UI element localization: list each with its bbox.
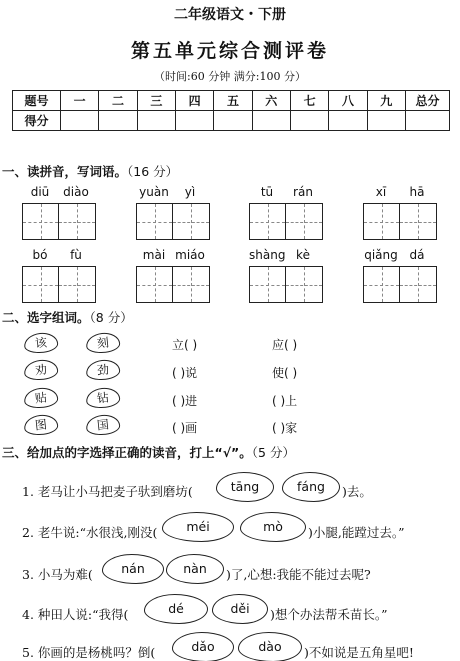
leaf-char: 钻 xyxy=(85,386,121,409)
question-text: 2. 老牛说:“水很浅,刚没( xyxy=(22,525,158,540)
pinyin-box-5 xyxy=(22,248,96,264)
pinyin-label: xī xyxy=(375,185,387,199)
score-cell[interactable] xyxy=(214,111,252,131)
reading-option[interactable]: dé xyxy=(144,594,208,624)
word-blank[interactable]: ( )家 xyxy=(272,421,298,435)
pinyin-label: qiǎng xyxy=(364,248,398,262)
reading-option[interactable]: dǎo xyxy=(172,632,234,661)
page-title: 第五单元综合测评卷 xyxy=(130,40,329,62)
leaf-char: 图 xyxy=(23,413,59,436)
writing-grid[interactable] xyxy=(136,266,210,303)
pinyin-label: shàng xyxy=(249,248,286,262)
pinyin-label: yuàn xyxy=(139,185,169,199)
pinyin-label: dá xyxy=(409,248,425,262)
leaf-char: 劲 xyxy=(85,358,121,381)
section-1-heading xyxy=(2,162,178,180)
question-text: )小腿,能蹚过去。” xyxy=(308,525,405,540)
reading-option[interactable]: tāng xyxy=(216,472,274,502)
section-2-title: 二、选字组词。 xyxy=(2,310,90,325)
leaf-char: 贴 xyxy=(23,386,59,409)
reading-option[interactable]: nàn xyxy=(166,554,224,584)
header-cell: 九 xyxy=(367,91,405,111)
header-cell: 四 xyxy=(175,91,213,111)
pinyin-label: bó xyxy=(32,248,48,262)
leaf-char: 国 xyxy=(85,413,121,436)
section-2-heading xyxy=(2,308,133,326)
score-cell[interactable] xyxy=(99,111,137,131)
writing-grid[interactable] xyxy=(136,203,210,240)
header-cell: 八 xyxy=(329,91,367,111)
writing-grid[interactable] xyxy=(22,266,96,303)
pinyin-label: kè xyxy=(296,248,310,262)
leaf-char: 刻 xyxy=(85,331,121,354)
writing-grid[interactable] xyxy=(363,266,437,303)
writing-grid[interactable] xyxy=(22,203,96,240)
score-cell[interactable] xyxy=(367,111,405,131)
header-cell: 一 xyxy=(61,91,99,111)
question-text: 5. 你画的是杨桃吗？倒( xyxy=(22,645,156,660)
pinyin-box-8 xyxy=(363,248,437,264)
writing-grid[interactable] xyxy=(249,266,323,303)
pinyin-label: diào xyxy=(63,185,89,199)
header-cell: 总分 xyxy=(406,91,450,111)
score-table xyxy=(12,90,450,131)
word-blank[interactable]: ( )上 xyxy=(272,394,298,408)
score-cell[interactable] xyxy=(137,111,175,131)
exam-info: （时间:60 分钟 满分:100 分） xyxy=(154,70,306,83)
score-table-header-row xyxy=(13,91,450,111)
word-blank[interactable]: 立( ) xyxy=(172,338,198,352)
header-cell: 三 xyxy=(137,91,175,111)
score-cell[interactable] xyxy=(290,111,328,131)
pinyin-label: yì xyxy=(184,185,196,199)
writing-grid[interactable] xyxy=(249,203,323,240)
leaf-char: 该 xyxy=(23,331,59,354)
pinyin-label: tū xyxy=(260,185,274,199)
section-1-title: 一、读拼音，写词语。 xyxy=(2,164,128,179)
word-blank[interactable]: ( )画 xyxy=(172,421,198,435)
score-table-score-row xyxy=(13,111,450,131)
pinyin-box-3 xyxy=(249,185,323,201)
question-text: 1. 老马让小马把麦子驮到磨坊( xyxy=(22,484,193,499)
word-blank[interactable]: 使( ) xyxy=(272,366,298,380)
pinyin-label: fù xyxy=(70,248,82,262)
header-cell: 七 xyxy=(290,91,328,111)
leaf-char: 劝 xyxy=(23,358,59,381)
header-cell: 六 xyxy=(252,91,290,111)
pinyin-box-4 xyxy=(363,185,437,201)
section-3-points: （5 分） xyxy=(251,445,295,460)
score-cell[interactable] xyxy=(252,111,290,131)
pinyin-box-1 xyxy=(22,185,96,201)
word-blank[interactable]: 应( ) xyxy=(272,338,298,352)
pinyin-label: hā xyxy=(409,185,425,199)
pinyin-box-6 xyxy=(136,248,210,264)
score-cell[interactable] xyxy=(329,111,367,131)
book-title: 二年级语文・下册 xyxy=(174,7,286,23)
question-text: )了,心想:我能不能过去呢? xyxy=(226,567,371,582)
word-blank[interactable]: ( )进 xyxy=(172,394,198,408)
reading-option[interactable]: fáng xyxy=(282,472,340,502)
word-blank[interactable]: ( )说 xyxy=(172,366,198,380)
reading-option[interactable]: mò xyxy=(240,512,306,542)
question-text: )去。 xyxy=(342,484,372,499)
section-3-heading xyxy=(2,443,295,461)
reading-option[interactable]: nán xyxy=(102,554,164,584)
score-cell[interactable] xyxy=(175,111,213,131)
question-text: )想个办法帮禾苗长。” xyxy=(270,607,388,622)
header-cell: 题号 xyxy=(13,91,61,111)
section-2-points: （8 分） xyxy=(89,310,133,325)
row-label: 得分 xyxy=(13,111,61,131)
reading-option[interactable]: děi xyxy=(212,594,268,624)
header-cell: 五 xyxy=(214,91,252,111)
pinyin-label: diū xyxy=(30,185,50,199)
reading-option[interactable]: méi xyxy=(162,512,234,542)
question-text: 3. 小马为难( xyxy=(22,567,93,582)
pinyin-box-2 xyxy=(136,185,210,201)
section-3-title: 三、给加点的字选择正确的读音，打上“√”。 xyxy=(2,445,252,460)
header-cell: 二 xyxy=(99,91,137,111)
pinyin-label: miáo xyxy=(175,248,205,262)
section-1-points: （16 分） xyxy=(127,164,179,179)
writing-grid[interactable] xyxy=(363,203,437,240)
score-cell[interactable] xyxy=(61,111,99,131)
reading-option[interactable]: dào xyxy=(238,632,302,661)
question-text: 4. 种田人说:“我得( xyxy=(22,607,129,622)
pinyin-box-7 xyxy=(249,248,323,264)
question-text: )不如说是五角星吧! xyxy=(304,645,414,660)
pinyin-label: mài xyxy=(142,248,166,262)
pinyin-label: rán xyxy=(293,185,313,199)
score-cell[interactable] xyxy=(406,111,450,131)
